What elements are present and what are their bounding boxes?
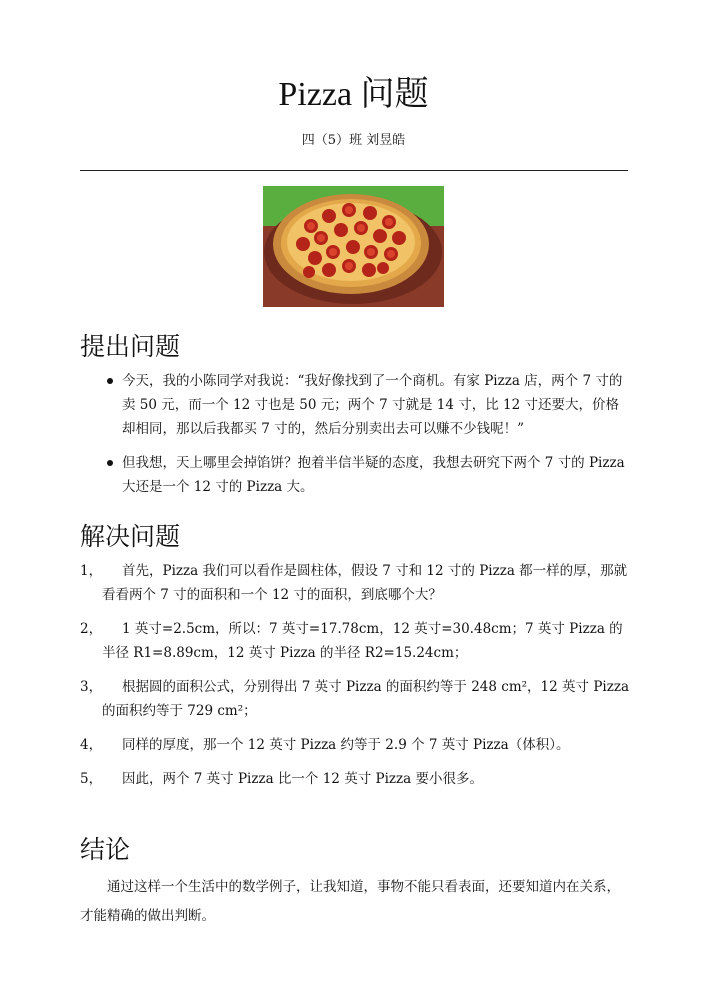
bullet-text: 但我想，天上哪里会掉馅饼？抱着半信半疑的态度，我想去研究下两个 7 寸的 Pizza 大还是一个 12 寸的 Pizza 大。 [122, 455, 625, 495]
step-number: 5， [80, 771, 103, 787]
bullet-text: 今天，我的小陈同学对我说：“我好像找到了一个商机。有家 Pizza 店，两个 7 寸的卖 50 元，而一个 12 寸也是 50 元；两个 7 寸就是 14 寸，比 12 寸还要大，价格却相同，那以后我都买 7 寸的，然后分别卖出去可以赚不少钱呢！” [122, 373, 623, 437]
list-item [80, 369, 630, 441]
section-heading-problem: 提出问题 [80, 332, 181, 361]
step-text: 根据圆的面积公式，分别得出 7 英寸 Pizza 的面积约等于 248 cm²，12 英寸 Pizza 的面积约等于 729 cm²； [102, 679, 629, 719]
list-item [80, 617, 630, 665]
pizza-photo [263, 186, 444, 307]
solution-step-list [80, 559, 630, 801]
step-text: 1 英寸=2.5cm，所以：7 英寸=17.78cm，12 英寸=30.48cm；7 英寸 Pizza 的半径 R1=8.89cm，12 英寸 Pizza 的半径 R2=15.24cm； [102, 621, 623, 661]
bullet-icon [107, 460, 113, 466]
title-divider [80, 170, 628, 171]
list-item [80, 451, 630, 499]
list-item [80, 675, 630, 723]
step-number: 3， [80, 679, 103, 695]
list-item [80, 733, 630, 757]
step-text: 因此，两个 7 英寸 Pizza 比一个 12 英寸 Pizza 要小很多。 [122, 771, 483, 787]
step-text: 同样的厚度，那一个 12 英寸 Pizza 约等于 2.9 个 7 英寸 Pizza（体积）。 [122, 737, 570, 753]
section-heading-solution: 解决问题 [80, 522, 181, 551]
step-number: 4， [80, 737, 103, 753]
author-line: 四（5）班 刘昱皓 [301, 133, 406, 148]
conclusion-paragraph: 通过这样一个生活中的数学例子，让我知道，事物不能只看表面，还要知道内在关系，才能精确的做出判断。 [80, 879, 620, 924]
section-heading-conclusion: 结论 [80, 835, 131, 864]
step-number: 1， [80, 563, 103, 579]
list-item [80, 559, 630, 607]
bullet-icon [107, 378, 113, 384]
step-number: 2， [80, 621, 103, 637]
list-item [80, 767, 630, 791]
problem-bullet-list [80, 369, 630, 509]
step-text: 首先，Pizza 我们可以看作是圆柱体，假设 7 寸和 12 寸的 Pizza 都一样的厚，那就看看两个 7 寸的面积和一个 12 寸的面积，到底哪个大？ [102, 563, 628, 603]
page-title: Pizza 问题 [278, 76, 429, 113]
